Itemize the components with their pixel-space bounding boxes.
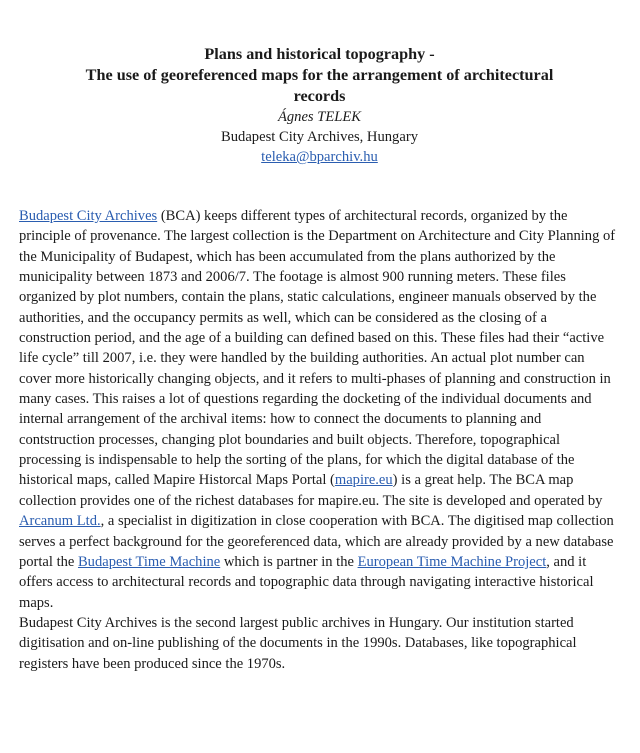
document-body (19, 206, 620, 674)
title-line-1: Plans and historical topography - (204, 45, 435, 63)
document-header (19, 0, 620, 167)
paragraph-1 (19, 206, 620, 613)
paragraph-2: Budapest City Archives is the second largest public archives in Hungary. Our institution started digitisation and on-line publishing of the documents in the 1990s. Databases, like topographical registers have been produced since the 1970s. (19, 614, 577, 672)
para1-text-4: which is partner in the (220, 553, 358, 570)
author-name: Ágnes TELEK (277, 109, 362, 125)
affiliation: Budapest City Archives, Hungary (221, 129, 418, 145)
title-line-2: The use of georeferenced maps for the arrangement of architectural (85, 66, 554, 84)
para1-text-1: (BCA) keeps different types of architectural records, organized by the principle of provenance. The largest collection is the Department on Architecture and City Planning of the Municipality of Budapest, which has been accumulated from the plans authorized by the municipality between 1873 and 2006/7. The footage is almost 900 running meters. These files organized by plot numbers, contain the plans, static calculations, engineer manuals observed by the authorities, and the occupancy permits as well, which can be considered as the closing of a construction period, and the age of a building can defined based on this. These files had their “active life cycle” till 2007, i.e. they were handled by the building authorities. An actual plot number can cover more historically changing objects, and it refers to multi-phases of planning and construction in many cases. This raises a lot of questions regarding the docketing of the individual documents and internal arrangement of the archival items: how to connect the documents to planning and contstruction processes, changing plot boundaries and built objects. Therefore, topographical processing is indispensable to help the sorting of the plans, for which the digital database of the historical maps, called Mapire Historcal Maps Portal ( (19, 208, 616, 489)
email-link[interactable]: teleka@bparchiv.hu (261, 149, 378, 165)
european-time-machine-link[interactable]: European Time Machine Project (357, 553, 547, 570)
para1-text-3: , a specialist in digitization in close cooperation with BCA. The digitised map collection serves a perfect background for the georeferenced data, which are already provided by a new database portal the (19, 513, 614, 570)
bca-link[interactable]: Budapest City Archives (19, 208, 158, 224)
arcanum-link[interactable]: Arcanum Ltd. (19, 513, 101, 530)
mapire-link[interactable]: mapire.eu (334, 472, 393, 489)
budapest-time-machine-link[interactable]: Budapest Time Machine (77, 553, 221, 570)
para1-text-2: ) is a great help. The BCA map collection provides one of the richest databases for mapire.eu. The site is developed and operated by (19, 472, 603, 509)
title-line-3: records (293, 87, 346, 105)
para1-text-5: , and it offers access to architectural records and topographic data through navigating interactive historical maps. (19, 553, 594, 611)
